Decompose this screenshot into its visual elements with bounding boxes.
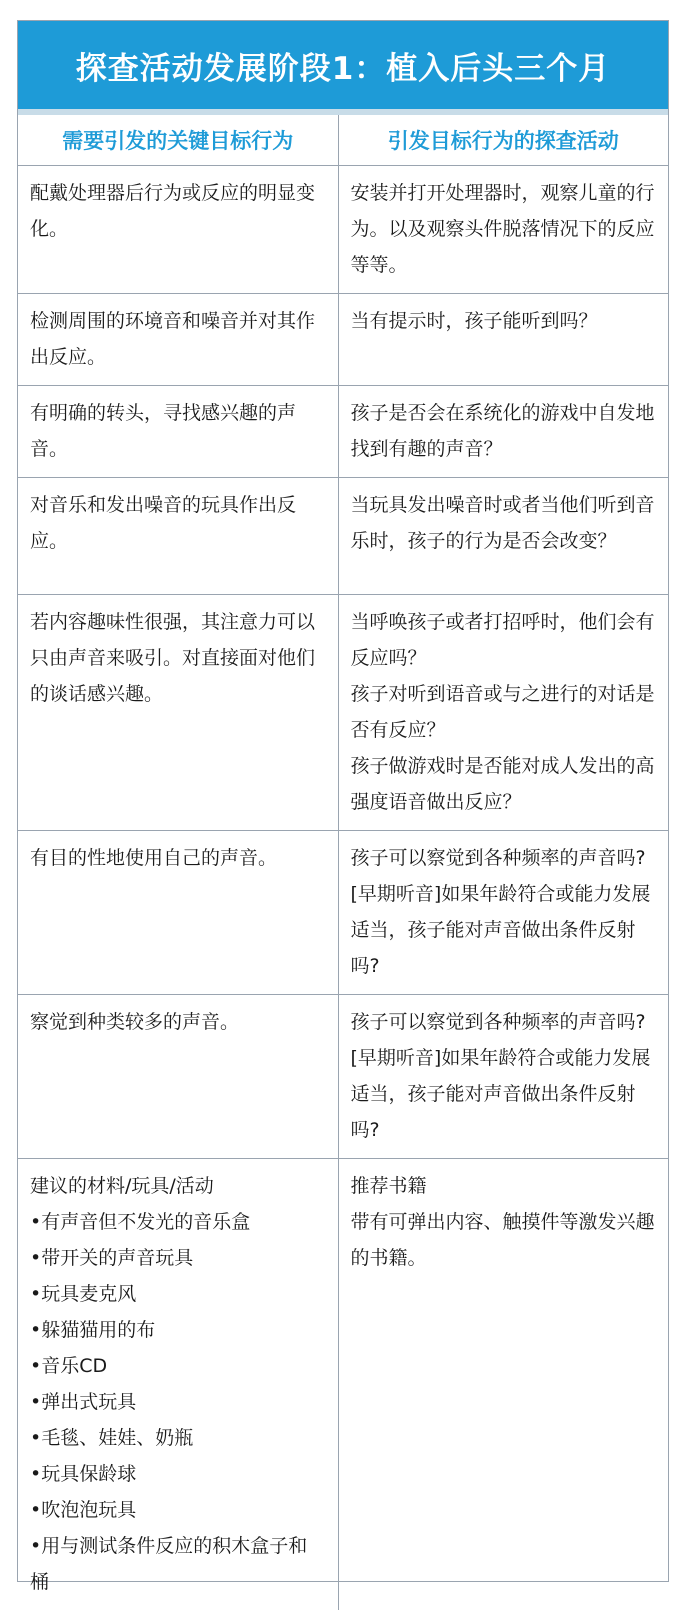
- books-text: 带有可弹出内容、触摸件等激发兴趣的书籍。: [351, 1204, 657, 1276]
- activity-text: 安装并打开处理器时，观察儿童的行为。以及观察头件脱落情况下的反应等等。: [351, 175, 657, 283]
- list-item: • 用与测试条件反应的积木盒子和桶: [30, 1528, 326, 1600]
- materials-list: [30, 1204, 326, 1600]
- materials-cell: [18, 1159, 338, 1610]
- table-row: [18, 831, 668, 995]
- activity-text: 孩子做游戏时是否能对成人发出的高强度语音做出反应？: [351, 748, 657, 820]
- table-header-row: [18, 115, 668, 166]
- activity-text: 当呼唤孩子或者打招呼时，他们会有反应吗？: [351, 604, 657, 676]
- materials-heading: 建议的材料/玩具/活动: [30, 1168, 326, 1204]
- list-item: • 玩具麦克风: [30, 1276, 326, 1312]
- list-item: • 音乐CD: [30, 1348, 326, 1384]
- table-row: [18, 995, 668, 1159]
- activity-cell: [338, 478, 668, 595]
- activity-cell: [338, 386, 668, 478]
- list-item: • 弹出式玩具: [30, 1384, 326, 1420]
- behavior-cell: [18, 478, 338, 595]
- list-item: • 毛毯、娃娃、奶瓶: [30, 1420, 326, 1456]
- behavior-cell: [18, 595, 338, 831]
- page-title: 探查活动发展阶段1：植入后头三个月: [18, 21, 668, 115]
- behavior-text: 若内容趣味性很强，其注意力可以只由声音来吸引。对直接面对他们的谈话感兴趣。: [30, 604, 326, 712]
- activity-text: 孩子是否会在系统化的游戏中自发地找到有趣的声音？: [351, 395, 657, 467]
- behavior-text: 配戴处理器后行为或反应的明显变化。: [30, 175, 326, 247]
- activity-cell: [338, 166, 668, 294]
- header-key-behaviors: 需要引发的关键目标行为: [18, 115, 338, 166]
- activity-table: [18, 115, 668, 1610]
- table-row: [18, 386, 668, 478]
- behavior-text: 有明确的转头，寻找感兴趣的声音。: [30, 395, 326, 467]
- list-item: • 玩具保龄球: [30, 1456, 326, 1492]
- activity-cell: [338, 595, 668, 831]
- activity-text: 当有提示时，孩子能听到吗？: [351, 303, 657, 339]
- activity-text: 当玩具发出噪音时或者当他们听到音乐时，孩子的行为是否会改变？: [351, 487, 657, 559]
- table-row: [18, 166, 668, 294]
- activity-text: 孩子可以察觉到各种频率的声音吗?[早期听音]如果年龄符合或能力发展适当，孩子能对声音做出条件反射吗?: [351, 840, 657, 984]
- activity-text: 孩子可以察觉到各种频率的声音吗?[早期听音]如果年龄符合或能力发展适当，孩子能对声音做出条件反射吗?: [351, 1004, 657, 1148]
- behavior-cell: [18, 831, 338, 995]
- behavior-cell: [18, 386, 338, 478]
- table-row: [18, 478, 668, 595]
- list-item: • 带开关的声音玩具: [30, 1240, 326, 1276]
- table-row-materials: [18, 1159, 668, 1610]
- books-heading: 推荐书籍: [351, 1168, 657, 1204]
- table-row: [18, 294, 668, 386]
- behavior-text: 有目的性地使用自己的声音。: [30, 840, 326, 876]
- activity-cell: [338, 831, 668, 995]
- activity-cell: [338, 995, 668, 1159]
- behavior-cell: [18, 995, 338, 1159]
- list-item: • 吹泡泡玩具: [30, 1492, 326, 1528]
- activity-cell: [338, 294, 668, 386]
- activity-text: 孩子对听到语音或与之进行的对话是否有反应？: [351, 676, 657, 748]
- behavior-text: 对音乐和发出噪音的玩具作出反应。: [30, 487, 326, 559]
- document-page: [17, 20, 669, 1582]
- books-cell: [338, 1159, 668, 1610]
- list-item: • 躲猫猫用的布: [30, 1312, 326, 1348]
- behavior-cell: [18, 166, 338, 294]
- header-probe-activities: 引发目标行为的探查活动: [338, 115, 668, 166]
- behavior-text: 察觉到种类较多的声音。: [30, 1004, 326, 1040]
- table-row: [18, 595, 668, 831]
- list-item: • 有声音但不发光的音乐盒: [30, 1204, 326, 1240]
- behavior-text: 检测周围的环境音和噪音并对其作出反应。: [30, 303, 326, 375]
- behavior-cell: [18, 294, 338, 386]
